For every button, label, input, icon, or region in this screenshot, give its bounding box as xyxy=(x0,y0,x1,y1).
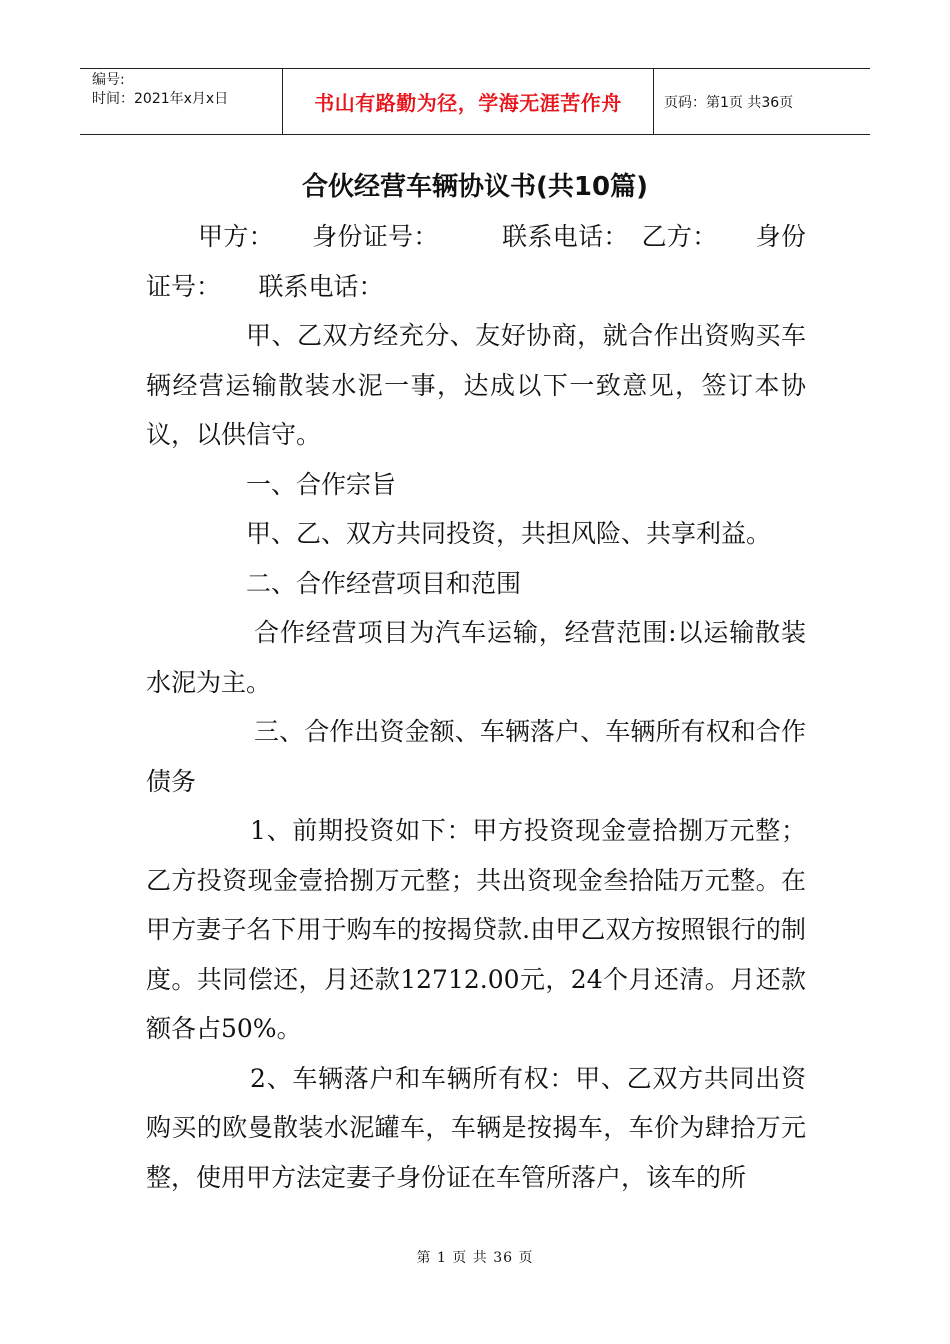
clause-1-paragraph: 1、前期投资如下：甲方投资现金壹拾捌万元整；乙方投资现金壹拾捌万元整；共出资现金叁拾陆万元整。在甲方妻子名下用于购车的按揭贷款.由甲乙双方按照银行的制度。共同偿还，月还款12712.00元，24个月还清。月还款额各占50%。 xyxy=(146,816,806,1043)
intro-paragraph: 甲、乙双方经充分、友好协商，就合作出资购买车辆经营运输散装水泥一事，达成以下一致意见，签订本协议，以供信守。 xyxy=(146,321,806,449)
section-heading-3: 三、合作出资金额、车辆落户、车辆所有权和合作债务 xyxy=(146,717,806,796)
document-body xyxy=(146,212,806,1202)
document-title: 合伙经营车辆协议书(共10篇) xyxy=(302,172,648,202)
number-label: 编号: xyxy=(92,72,125,88)
clause-2-paragraph: 2、车辆落户和车辆所有权：甲、乙双方共同出资购买的欧曼散装水泥罐车，车辆是按揭车，车价为肆拾万元整，使用甲方法定妻子身份证在车管所落户，该车的所 xyxy=(146,1063,806,1192)
header-page-info xyxy=(654,69,870,134)
motto-text: 书山有路勤为径，学海无涯苦作舟 xyxy=(314,91,622,115)
page-footer: 第 1 页 共 36 页 xyxy=(416,1250,534,1266)
section-heading-1: 一、合作宗旨 xyxy=(246,469,397,499)
header-meta xyxy=(80,69,282,134)
section-2-text: 合作经营项目为汽车运输，经营范围:以运输散装水泥为主。 xyxy=(146,618,806,697)
document-header xyxy=(80,68,870,135)
header-motto-cell xyxy=(282,69,654,134)
time-label: 时间：2021年x月x日 xyxy=(92,91,229,107)
section-heading-2: 二、合作经营项目和范围 xyxy=(246,568,522,598)
party-info-paragraph: 甲方： 身份证号： 联系电话： 乙方： 身份证号： 联系电话： xyxy=(146,222,806,301)
section-1-text: 甲、乙、双方共同投资，共担风险、共享利益。 xyxy=(246,519,772,548)
page-info-text: 页码：第1页 共36页 xyxy=(664,94,794,111)
